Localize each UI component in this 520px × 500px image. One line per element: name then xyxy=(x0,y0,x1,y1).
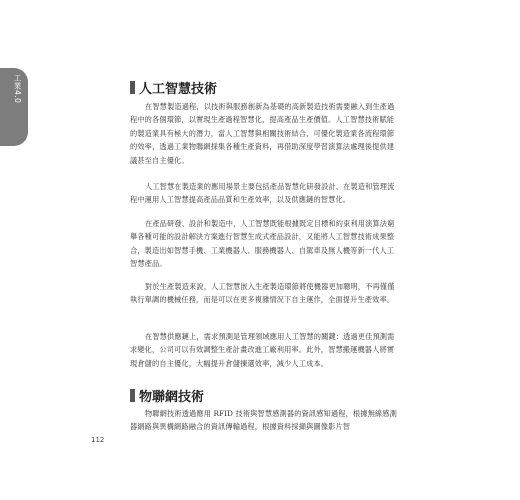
paragraph: 對於生產製造來說，人工智慧嵌入生產製造環節將使機器更加聰明，不再僅僅執行單調的機械任務，而是可以在更多複雜情況下自主運作，全面提升生產效率。 xyxy=(130,282,395,305)
title-marker-bar xyxy=(130,81,135,94)
section-title-text: 人工智慧技術 xyxy=(139,82,218,97)
paragraph: 在智慧製造過程，以技術與服務創新為基礎的高新製造技術需要融入到生產過程中的各個環節，以實現生產過程智慧化，提高產品生產價值。人工智慧技術賦能的製造業具有極大的潛力，當人工智慧與相關技術結合，可優化製造業各流程環節的效率，透過工業物聯網採集各種生產資料，再借助深度學習演算法處理後提供建議甚至自主優化。 xyxy=(130,102,395,165)
section-title-iot xyxy=(130,386,204,405)
paragraph: 物聯網技術透過應用 RFID 技術與智慧感測器的資訊感知過程，根據無線感測器網路與異構網路融合的資訊傳輸過程，根據資料採擷與圖像影片智 xyxy=(130,409,397,432)
chapter-side-tab-label: 工業4.0 xyxy=(13,74,22,104)
section-title-ai xyxy=(130,78,217,97)
page-number: 112 xyxy=(91,436,105,444)
section-title-text: 物聯網技術 xyxy=(139,390,205,405)
paragraph: 在產品研發、設計和製造中，人工智慧既能根據既定目標和約束利用演算法窮舉各種可能的設計解決方案進行智慧生成式產品設計，又能將人工智慧技術成果整合，製造出如智慧手機、工業機器人、服務機器人、自駕車及無人機等新一代人工智慧產品。 xyxy=(130,219,395,269)
title-marker-bar xyxy=(130,389,135,402)
paragraph: 人工智慧在製造業的應用場景主要包括產品智慧化研發設計、在製造和管理流程中運用人工智慧提高產品品質和生產效率，以及供應鏈的智慧化。 xyxy=(130,182,395,205)
paragraph: 在智慧供應鏈上，需求預測是管理領域應用人工智慧的關鍵：透過更佳預測需求變化，公司可以有效調整生產計畫改進工廠利用率。此外，智慧搬運機器人將實現倉儲的自主優化，大幅提升倉儲揀選效率，減少人工成本。 xyxy=(130,332,395,368)
